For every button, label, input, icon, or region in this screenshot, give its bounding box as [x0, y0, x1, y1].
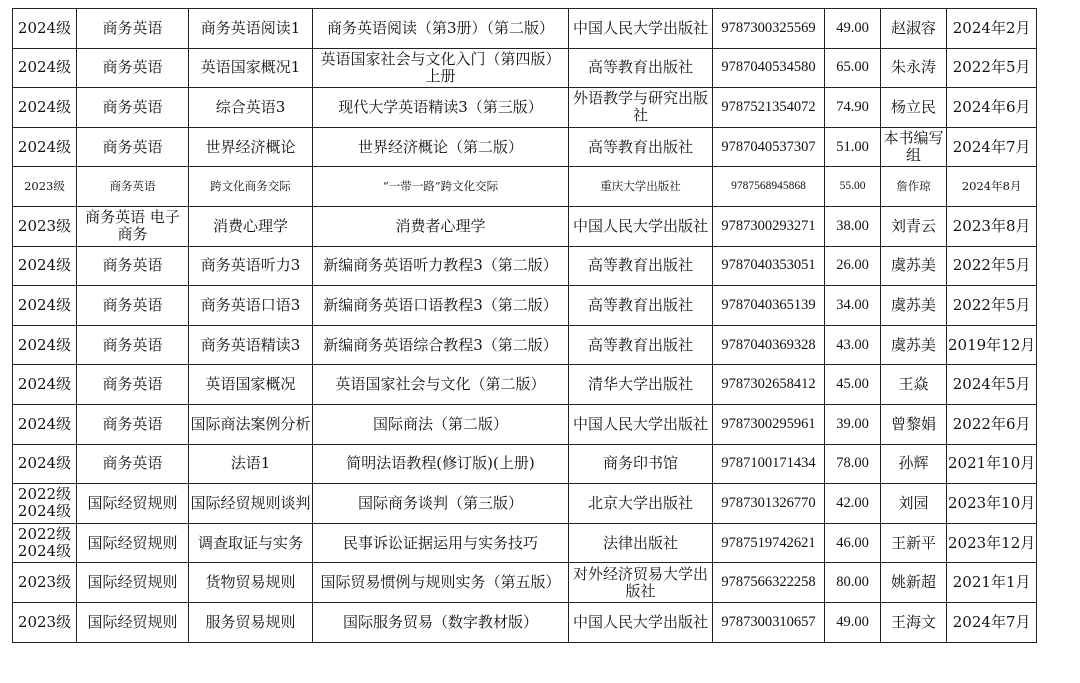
table-row	[13, 127, 1037, 167]
table-body	[13, 9, 1037, 643]
isbn-cell: 9787300293271	[713, 206, 825, 246]
isbn-cell: 9787301326770	[713, 484, 825, 524]
isbn-cell: 9787568945868	[713, 167, 825, 207]
price-cell: 43.00	[825, 325, 881, 365]
grade-cell: 2023级	[13, 167, 77, 207]
publisher-cell: 高等教育出版社	[569, 246, 713, 286]
publisher-cell: 重庆大学出版社	[569, 167, 713, 207]
course-cell: 跨文化商务交际	[189, 167, 313, 207]
grade-cell: 2022级 2024级	[13, 523, 77, 563]
grade-cell: 2024级	[13, 48, 77, 88]
major-cell: 商务英语	[77, 246, 189, 286]
table-row	[13, 523, 1037, 563]
grade-cell: 2024级	[13, 88, 77, 128]
publisher-cell: 高等教育出版社	[569, 325, 713, 365]
table-row	[13, 167, 1037, 207]
textbook-title-cell: 英语国家社会与文化入门（第四版）上册	[313, 48, 569, 88]
table-row	[13, 444, 1037, 484]
table-row	[13, 246, 1037, 286]
table-row	[13, 48, 1037, 88]
price-cell: 38.00	[825, 206, 881, 246]
textbook-title-cell: 现代大学英语精读3（第三版）	[313, 88, 569, 128]
grade-cell: 2023级	[13, 602, 77, 642]
price-cell: 80.00	[825, 563, 881, 603]
grade-cell: 2024级	[13, 9, 77, 49]
textbook-title-cell: 商务英语阅读（第3册）（第二版）	[313, 9, 569, 49]
publisher-cell: 高等教育出版社	[569, 127, 713, 167]
price-cell: 51.00	[825, 127, 881, 167]
textbook-title-cell: 简明法语教程(修订版)(上册)	[313, 444, 569, 484]
isbn-cell: 9787300325569	[713, 9, 825, 49]
major-cell: 商务英语	[77, 325, 189, 365]
isbn-cell: 9787519742621	[713, 523, 825, 563]
grade-cell: 2024级	[13, 365, 77, 405]
price-cell: 26.00	[825, 246, 881, 286]
publisher-cell: 商务印书馆	[569, 444, 713, 484]
publisher-cell: 对外经济贸易大学出版社	[569, 563, 713, 603]
publisher-cell: 中国人民大学出版社	[569, 9, 713, 49]
editor-cell: 孙辉	[881, 444, 947, 484]
publisher-cell: 中国人民大学出版社	[569, 404, 713, 444]
price-cell: 74.90	[825, 88, 881, 128]
isbn-cell: 9787566322258	[713, 563, 825, 603]
major-cell: 商务英语	[77, 167, 189, 207]
isbn-cell: 9787040534580	[713, 48, 825, 88]
course-cell: 调查取证与实务	[189, 523, 313, 563]
table-row	[13, 206, 1037, 246]
price-cell: 65.00	[825, 48, 881, 88]
grade-cell: 2024级	[13, 325, 77, 365]
editor-cell: 本书编写组	[881, 127, 947, 167]
textbook-title-cell: 国际商法（第二版）	[313, 404, 569, 444]
course-cell: 商务英语听力3	[189, 246, 313, 286]
major-cell: 国际经贸规则	[77, 602, 189, 642]
publish-date-cell: 2023年10月	[947, 484, 1037, 524]
publish-date-cell: 2024年7月	[947, 602, 1037, 642]
course-cell: 世界经济概论	[189, 127, 313, 167]
course-cell: 商务英语口语3	[189, 286, 313, 326]
isbn-cell: 9787100171434	[713, 444, 825, 484]
editor-cell: 王海文	[881, 602, 947, 642]
publisher-cell: 中国人民大学出版社	[569, 206, 713, 246]
price-cell: 55.00	[825, 167, 881, 207]
editor-cell: 王焱	[881, 365, 947, 405]
isbn-cell: 9787300295961	[713, 404, 825, 444]
editor-cell: 虞苏美	[881, 286, 947, 326]
course-cell: 综合英语3	[189, 88, 313, 128]
grade-cell: 2023级	[13, 563, 77, 603]
grade-cell: 2023级	[13, 206, 77, 246]
isbn-cell: 9787300310657	[713, 602, 825, 642]
publish-date-cell: 2023年12月	[947, 523, 1037, 563]
grade-cell: 2024级	[13, 404, 77, 444]
table-row	[13, 9, 1037, 49]
publish-date-cell: 2021年10月	[947, 444, 1037, 484]
editor-cell: 刘青云	[881, 206, 947, 246]
course-cell: 服务贸易规则	[189, 602, 313, 642]
major-cell: 国际经贸规则	[77, 523, 189, 563]
price-cell: 49.00	[825, 602, 881, 642]
publish-date-cell: 2022年5月	[947, 48, 1037, 88]
course-cell: 英语国家概况1	[189, 48, 313, 88]
course-cell: 商务英语阅读1	[189, 9, 313, 49]
textbook-title-cell: 国际服务贸易（数字教材版）	[313, 602, 569, 642]
editor-cell: 杨立民	[881, 88, 947, 128]
textbook-table	[12, 8, 1037, 643]
textbook-title-cell: 新编商务英语口语教程3（第二版）	[313, 286, 569, 326]
course-cell: 法语1	[189, 444, 313, 484]
publisher-cell: 高等教育出版社	[569, 286, 713, 326]
price-cell: 42.00	[825, 484, 881, 524]
publish-date-cell: 2022年5月	[947, 286, 1037, 326]
table-row	[13, 484, 1037, 524]
major-cell: 商务英语	[77, 9, 189, 49]
editor-cell: 虞苏美	[881, 325, 947, 365]
isbn-cell: 9787302658412	[713, 365, 825, 405]
price-cell: 49.00	[825, 9, 881, 49]
publish-date-cell: 2021年1月	[947, 563, 1037, 603]
publish-date-cell: 2024年8月	[947, 167, 1037, 207]
course-cell: 英语国家概况	[189, 365, 313, 405]
publish-date-cell: 2024年7月	[947, 127, 1037, 167]
price-cell: 39.00	[825, 404, 881, 444]
major-cell: 商务英语	[77, 127, 189, 167]
major-cell: 商务英语 电子商务	[77, 206, 189, 246]
grade-cell: 2024级	[13, 127, 77, 167]
publish-date-cell: 2024年5月	[947, 365, 1037, 405]
editor-cell: 王新平	[881, 523, 947, 563]
isbn-cell: 9787521354072	[713, 88, 825, 128]
table-row	[13, 365, 1037, 405]
textbook-title-cell: 新编商务英语听力教程3（第二版）	[313, 246, 569, 286]
textbook-title-cell: “一带一路”跨文化交际	[313, 167, 569, 207]
textbook-title-cell: 消费者心理学	[313, 206, 569, 246]
grade-cell: 2024级	[13, 444, 77, 484]
table-row	[13, 88, 1037, 128]
price-cell: 34.00	[825, 286, 881, 326]
publisher-cell: 高等教育出版社	[569, 48, 713, 88]
price-cell: 46.00	[825, 523, 881, 563]
editor-cell: 詹作琼	[881, 167, 947, 207]
publisher-cell: 清华大学出版社	[569, 365, 713, 405]
publisher-cell: 法律出版社	[569, 523, 713, 563]
major-cell: 国际经贸规则	[77, 484, 189, 524]
major-cell: 商务英语	[77, 48, 189, 88]
editor-cell: 曾黎娟	[881, 404, 947, 444]
price-cell: 78.00	[825, 444, 881, 484]
textbook-title-cell: 国际商务谈判（第三版）	[313, 484, 569, 524]
table-row	[13, 563, 1037, 603]
publish-date-cell: 2023年8月	[947, 206, 1037, 246]
editor-cell: 虞苏美	[881, 246, 947, 286]
course-cell: 货物贸易规则	[189, 563, 313, 603]
course-cell: 国际商法案例分析	[189, 404, 313, 444]
grade-cell: 2022级 2024级	[13, 484, 77, 524]
textbook-title-cell: 国际贸易惯例与规则实务（第五版）	[313, 563, 569, 603]
isbn-cell: 9787040365139	[713, 286, 825, 326]
publish-date-cell: 2024年6月	[947, 88, 1037, 128]
major-cell: 商务英语	[77, 286, 189, 326]
publish-date-cell: 2022年6月	[947, 404, 1037, 444]
publisher-cell: 外语教学与研究出版社	[569, 88, 713, 128]
editor-cell: 赵淑容	[881, 9, 947, 49]
major-cell: 商务英语	[77, 88, 189, 128]
publish-date-cell: 2022年5月	[947, 246, 1037, 286]
publisher-cell: 中国人民大学出版社	[569, 602, 713, 642]
major-cell: 国际经贸规则	[77, 563, 189, 603]
course-cell: 国际经贸规则谈判	[189, 484, 313, 524]
publish-date-cell: 2024年2月	[947, 9, 1037, 49]
price-cell: 45.00	[825, 365, 881, 405]
textbook-title-cell: 英语国家社会与文化（第二版）	[313, 365, 569, 405]
textbook-title-cell: 民事诉讼证据运用与实务技巧	[313, 523, 569, 563]
publish-date-cell: 2019年12月	[947, 325, 1037, 365]
major-cell: 商务英语	[77, 404, 189, 444]
isbn-cell: 9787040369328	[713, 325, 825, 365]
table-row	[13, 404, 1037, 444]
editor-cell: 朱永涛	[881, 48, 947, 88]
textbook-title-cell: 新编商务英语综合教程3（第二版）	[313, 325, 569, 365]
major-cell: 商务英语	[77, 444, 189, 484]
textbook-title-cell: 世界经济概论（第二版）	[313, 127, 569, 167]
editor-cell: 姚新超	[881, 563, 947, 603]
isbn-cell: 9787040353051	[713, 246, 825, 286]
course-cell: 商务英语精读3	[189, 325, 313, 365]
table-row	[13, 602, 1037, 642]
grade-cell: 2024级	[13, 286, 77, 326]
table-row	[13, 286, 1037, 326]
major-cell: 商务英语	[77, 365, 189, 405]
table-row	[13, 325, 1037, 365]
editor-cell: 刘园	[881, 484, 947, 524]
grade-cell: 2024级	[13, 246, 77, 286]
publisher-cell: 北京大学出版社	[569, 484, 713, 524]
course-cell: 消费心理学	[189, 206, 313, 246]
isbn-cell: 9787040537307	[713, 127, 825, 167]
